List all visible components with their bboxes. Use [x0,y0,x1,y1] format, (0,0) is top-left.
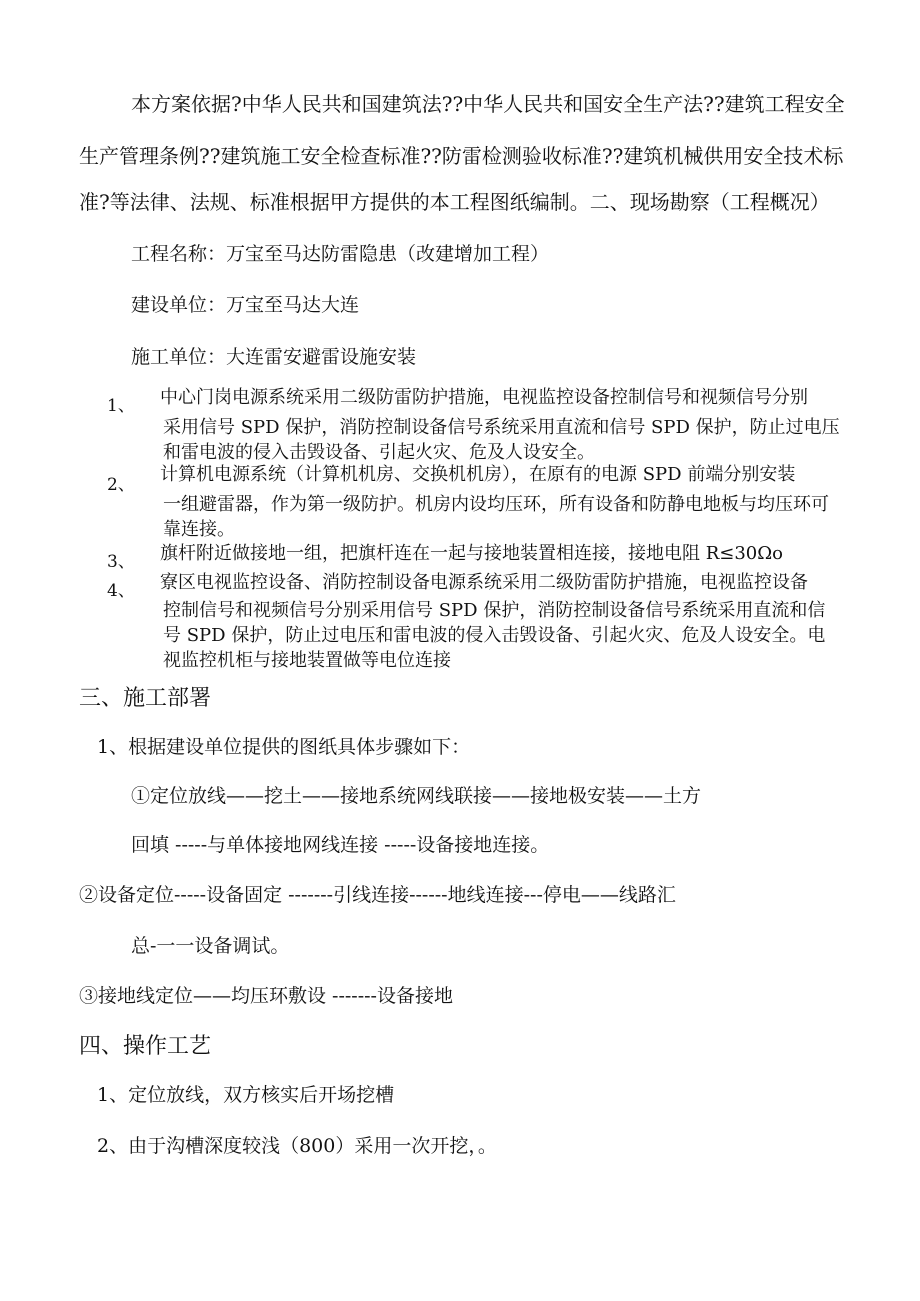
section-4-item-2: 2、由于沟槽深度较浅（800）采用一次开挖，。 [97,1135,497,1157]
section-3-step-1-line-1: ①定位放线——挖土——接地系统网线联接——接地极安装——土方 [131,785,702,807]
item-4-line-1: 寮区电视监控设备、消防控制设备电源系统采用二级防雷防护措施，电视监控设备 [160,572,808,593]
section-3-step-3: ③接地线定位——均压环敷设 -------设备接地 [79,985,453,1007]
intro-line-1: 本方案依据?中华人民共和国建筑法??中华人民共和国安全生产法??建筑工程安全 [131,92,845,116]
item-number: 2、 [107,475,135,495]
section-3-step-1-line-2: 回填 -----与单体接地网线连接 -----设备接地连接。 [131,834,550,856]
item-number: 1、 [107,396,135,416]
section-3-step-2-line-2: 总-一一设备调试。 [131,935,290,957]
section-3-title: 三、施工部署 [79,686,212,711]
item-1-line-3: 和雷电波的侵入击毁设备、引起火灾、危及人设安全。 [163,442,595,463]
section-4-item-1: 1、定位放线，双方核实后开场挖槽 [97,1084,395,1106]
project-name: 工程名称：万宝至马达防雷隐患（改建增加工程） [131,243,550,265]
item-4-line-4: 视监控机柜与接地装置做等电位连接 [163,650,451,671]
section-3-step-intro: 1、根据建设单位提供的图纸具体步骤如下： [97,736,471,758]
project-owner: 建设单位：万宝至马达大连 [131,294,360,316]
project-contractor: 施工单位：大连雷安避雷设施安装 [131,346,417,368]
item-4-line-3: 号 SPD 保护，防止过电压和雷电波的侵入击毁设备、引起火灾、危及人设安全。电 [163,625,826,646]
item-2-line-2: 一组避雷器，作为第一级防护。机房内设均压环，所有设备和防静电地板与均压环可 [163,494,829,515]
item-number: 4、 [107,581,135,601]
item-3-line-1: 旗杆附近做接地一组，把旗杆连在一起与接地装置相连接，接地电阻 R≤30Ωo [160,543,784,564]
item-1-line-2: 采用信号 SPD 保护，消防控制设备信号系统采用直流和信号 SPD 保护，防止过电压 [163,417,840,438]
intro-line-2: 生产管理条例??建筑施工安全检查标准??防雷检测验收标准??建筑机械供用安全技术标 [79,144,844,168]
section-4-title: 四、操作工艺 [79,1034,212,1059]
item-number: 3、 [107,552,135,572]
item-2-line-1: 计算机电源系统（计算机机房、交换机机房），在原有的电源 SPD 前端分别安装 [160,464,796,485]
item-2-line-3: 靠连接。 [163,519,235,540]
item-1-line-1: 中心门岗电源系统采用二级防雷防护措施，电视监控设备控制信号和视频信号分别 [160,387,808,408]
intro-line-3: 准?等法律、法规、标准根据甲方提供的本工程图纸编制。二、现场勘察（工程概况） [79,190,830,214]
section-3-step-2-line-1: ②设备定位-----设备固定 -------引线连接------地线连接---停电——线路汇 [79,884,676,906]
item-4-line-2: 控制信号和视频信号分别采用信号 SPD 保护，消防控制设备信号系统采用直流和信 [163,600,826,621]
